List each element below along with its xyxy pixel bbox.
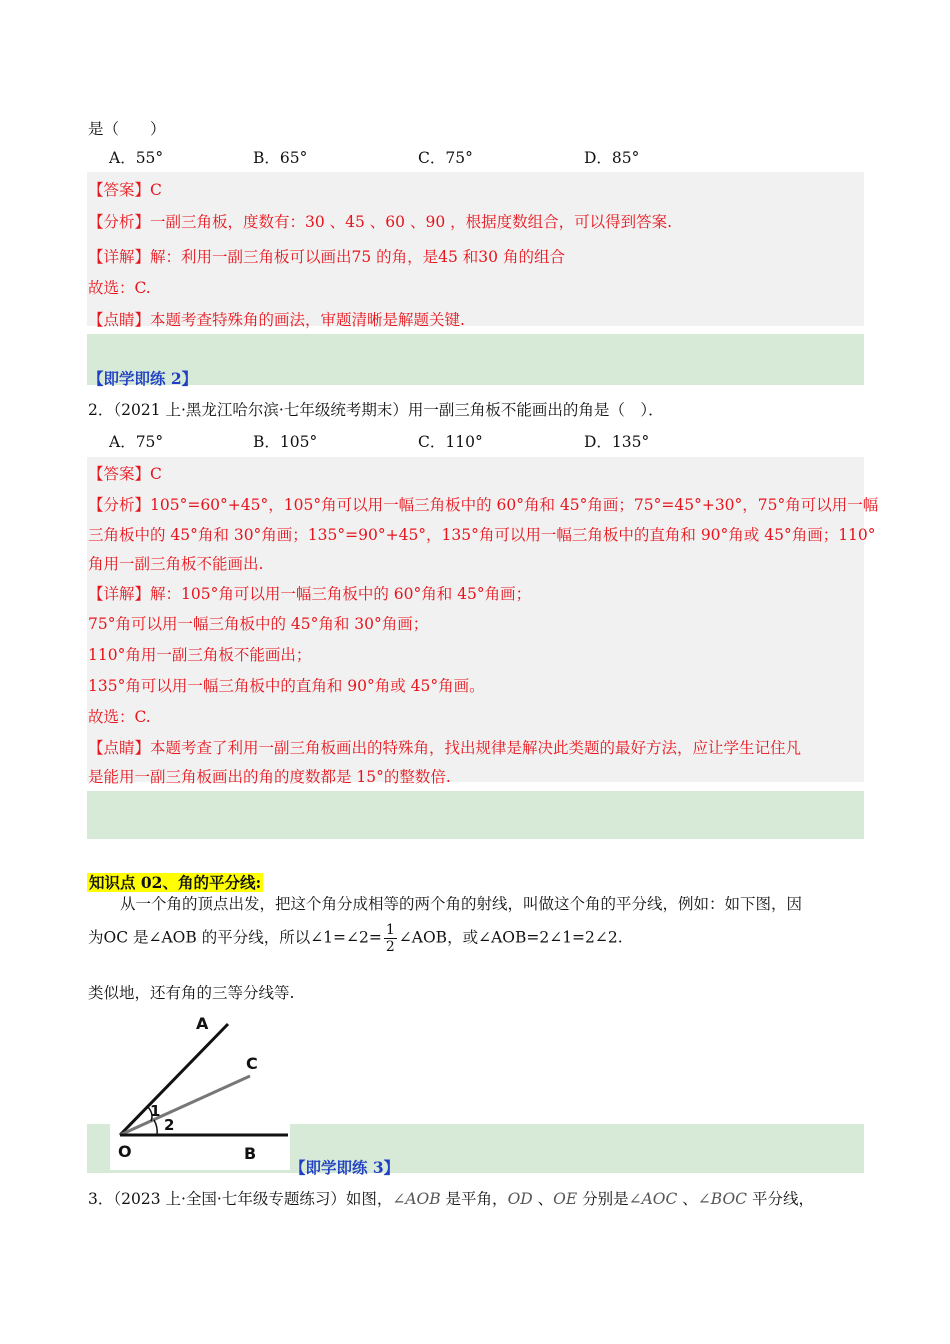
angle-diagram [110, 1010, 290, 1170]
detail-2-line4: 135°角可以用一幅三角板中的直角和 90°角或 45°角画。 [88, 677, 485, 695]
green-divider [87, 791, 864, 839]
analysis-2-line3: 角用一副三角板不能画出. [88, 555, 264, 573]
detail-2-line1: 【详解】解：105°角可以用一幅三角板中的 60°角和 45°角画； [88, 585, 532, 603]
label-angle-2: 2 [164, 1116, 175, 1134]
label-angle-1: 1 [150, 1102, 161, 1120]
answer-2: 【答案】C [88, 465, 162, 483]
question-2-stem: 2．（2021 上·黑龙江哈尔滨·七年级统考期末）用一副三角板不能画出的角是（ ）． [88, 401, 664, 419]
option-d[interactable]: D．85° [584, 149, 640, 167]
label-c: C [246, 1054, 258, 1073]
knowledge-paragraph-2: 为OC 是∠AOB 的平分线，所以∠1=∠2= $\frac{1}{2}$ ∠AOB，或∠AOB=2∠1=2∠2. [88, 922, 623, 955]
label-o: O [118, 1142, 132, 1161]
label-b: B [244, 1144, 257, 1163]
knowledge-paragraph-3: 类似地，还有角的三等分线等. [88, 984, 295, 1002]
detail-1: 【详解】解：利用一副三角板可以画出75 的角，是45 和30 角的组合 [88, 248, 565, 266]
analysis-1: 【分析】一副三角板，度数有：30 、45 、60 、90 ，根据度数组合，可以得到答案. [88, 213, 673, 231]
knowledge-paragraph-1: 从一个角的顶点出发，把这个角分成相等的两个角的射线，叫做这个角的平分线，例如：如下图，因 [120, 895, 803, 913]
angle-bisector-figure [110, 1010, 290, 1170]
choice-2: 故选：C. [88, 708, 151, 726]
option-a[interactable]: A．75° [109, 433, 164, 451]
option-a[interactable]: A．55° [109, 149, 164, 167]
comment-1: 【点睛】本题考查特殊角的画法，审题清晰是解题关键. [88, 311, 465, 329]
analysis-2-line2: 三角板中的 45°角和 30°角画；135°=90°+45°，135°角可以用一幅三角板中的直角和 90°角或 45°角画；110° [88, 526, 876, 544]
choice-1: 故选：C. [88, 279, 151, 297]
option-d[interactable]: D．135° [584, 433, 650, 451]
question-3-stem: 3．（2023 上·全国·七年级专题练习）如图，∠AOB 是平角，OD 、OE 分别是∠AOC 、∠BOC 平分线， [88, 1190, 814, 1208]
practice-3-label: 【即学即练 3】 [290, 1158, 400, 1177]
label-a: A [196, 1014, 209, 1033]
answer-1: 【答案】C [88, 181, 162, 199]
ray-oc [120, 1076, 250, 1135]
practice-2-label: 【即学即练 2】 [88, 369, 198, 388]
analysis-2-line1: 【分析】105°=60°+45°，105°角可以用一幅三角板中的 60°角和 45°角画；75°=45°+30°，75°角可以用一幅 [88, 496, 879, 514]
option-b[interactable]: B．65° [253, 149, 308, 167]
fraction-half: $\frac{1}{2}$ [385, 922, 395, 955]
practice-2-banner [87, 334, 864, 385]
knowledge-title: 知识点 02、角的平分线: [89, 873, 262, 892]
comment-2-line2: 是能用一副三角板画出的角的度数都是 15°的整数倍. [88, 768, 451, 786]
question-1-tail: 是（ ） [88, 120, 166, 138]
detail-2-line2: 75°角可以用一幅三角板中的 45°角和 30°角画； [88, 615, 429, 633]
option-c[interactable]: C．75° [418, 149, 473, 167]
detail-2-line3: 110°角用一副三角板不能画出； [88, 646, 312, 664]
option-c[interactable]: C．110° [418, 433, 483, 451]
angle-arc-2 [154, 1120, 157, 1135]
comment-2-line1: 【点睛】本题考查了利用一副三角板画出的特殊角，找出规律是解决此类题的最好方法，应让学生记住凡 [88, 739, 802, 757]
option-b[interactable]: B．105° [253, 433, 318, 451]
